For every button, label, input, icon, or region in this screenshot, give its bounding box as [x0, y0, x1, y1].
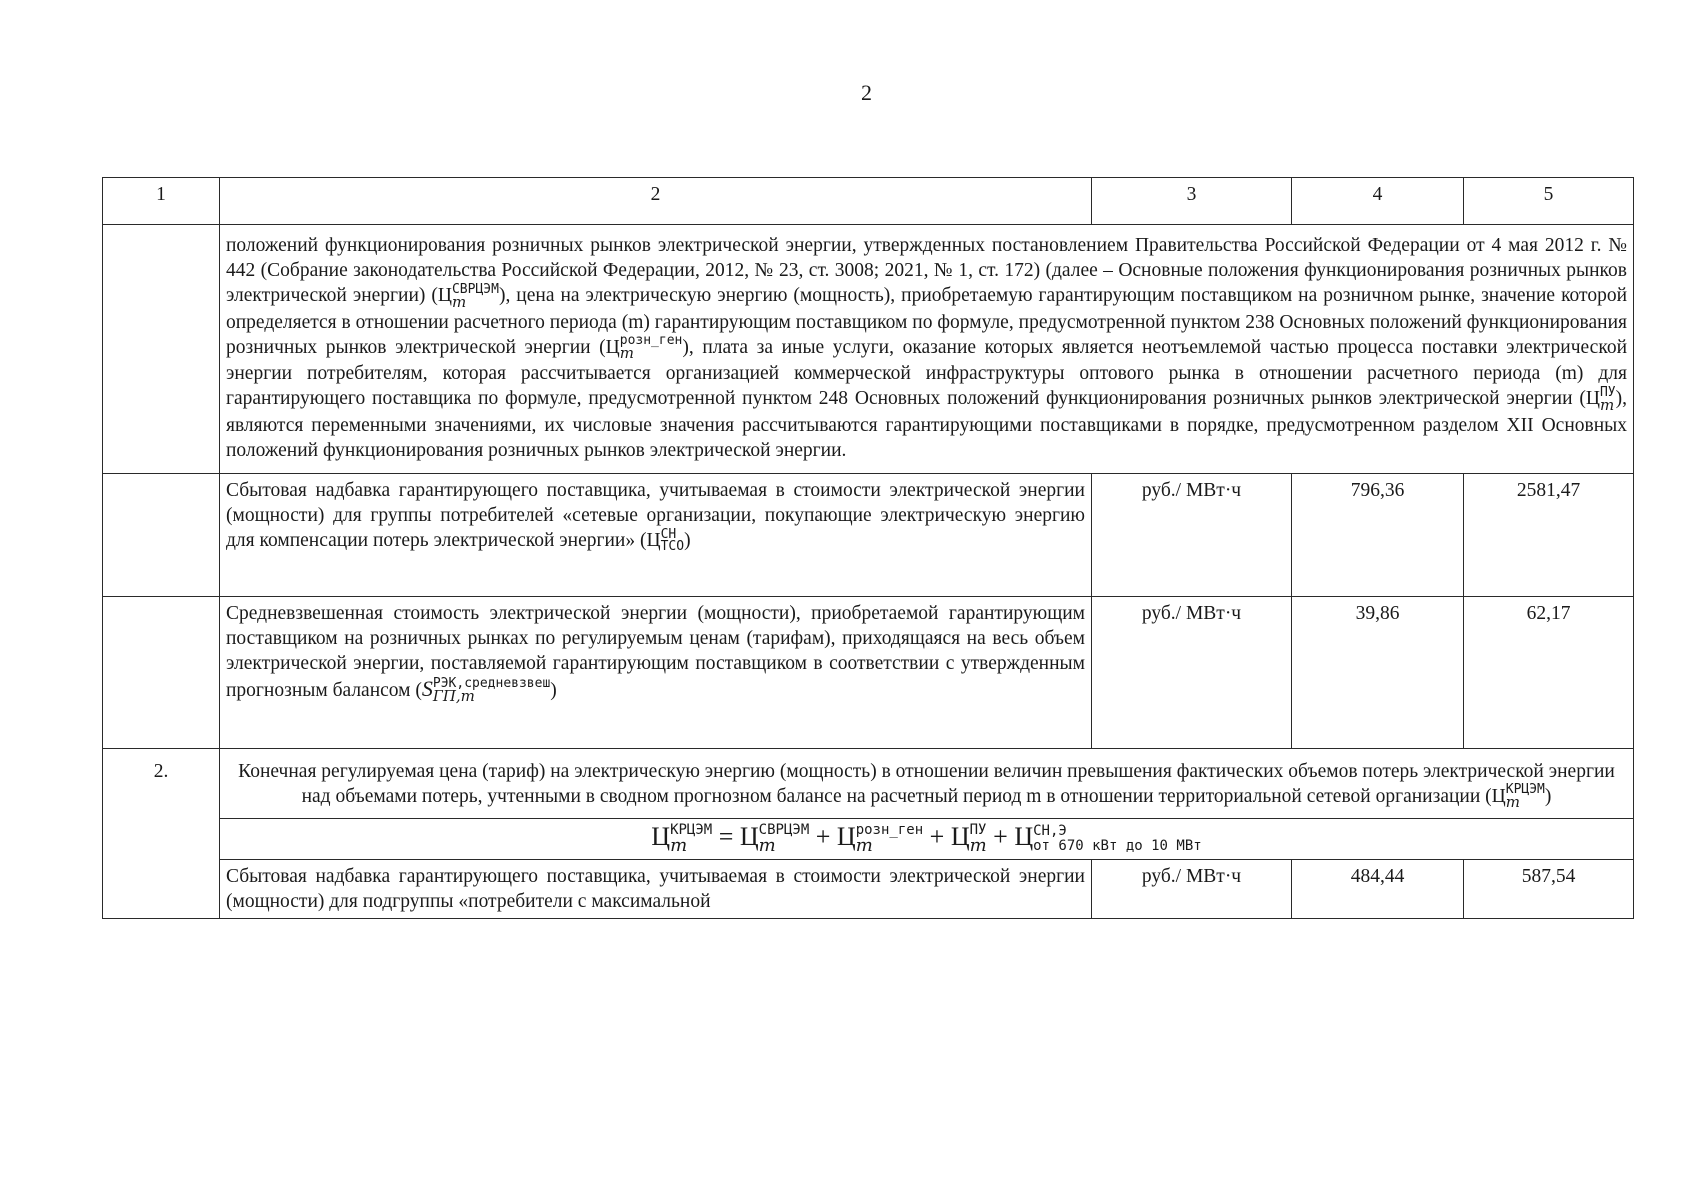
symbol-sn-tso: ЦСН ТСО: [646, 527, 685, 555]
table-row: [103, 860, 1634, 919]
symbol-krcem: ЦКРЦЭМ m: [1491, 782, 1545, 812]
row-value-col5: 587,54: [1464, 860, 1634, 919]
row-description: Сбытовая надбавка гарантирующего поставщика, учитываемая в стоимости электрической энергии (мощности) для подгруппы «потребители с максимальной: [220, 860, 1092, 919]
row-value-col4: 39,86: [1292, 596, 1464, 748]
row-value-col4: 796,36: [1292, 473, 1464, 596]
page-number: 2: [861, 80, 872, 105]
header-row: [103, 178, 1634, 225]
formula-row: [103, 819, 1634, 860]
row-value-col5: 62,17: [1464, 596, 1634, 748]
header-cell-5: 5: [1464, 178, 1634, 225]
continuation-row: [103, 225, 1634, 474]
symbol-pu: ЦПУ m: [1585, 384, 1616, 414]
section-2-title-row: [103, 748, 1634, 819]
row-value-col5: 2581,47: [1464, 473, 1634, 596]
section-2-title: Конечная регулируемая цена (тариф) на электрическую энергию (мощность) в отношении величин превышения фактических объемов потерь электрической энергии над объемами потерь, учтенными в сводном прогнозном балансе на расчетный период m в отношении территориальной сетевой организации (ЦКРЦЭМ m ): [220, 748, 1634, 819]
symbol-s-rek: SРЭК,средневзвеш ГП,m: [421, 675, 551, 706]
table-row: [103, 473, 1634, 596]
row-unit: руб./ МВт·ч: [1092, 596, 1292, 748]
formula: ЦКРЦЭМ m = ЦСВРЦЭМ m + Црозн_ген m + ЦПУ m + ЦСН,Э от 670 кВт до 10 МВт: [651, 822, 1202, 857]
row-unit: руб./ МВт·ч: [1092, 860, 1292, 919]
header-cell-3: 3: [1092, 178, 1292, 225]
row-unit: руб./ МВт·ч: [1092, 473, 1292, 596]
symbol-svrcem: ЦСВРЦЭМ m: [437, 281, 499, 311]
header-cell-2: 2: [220, 178, 1092, 225]
section-number: 2.: [103, 748, 220, 919]
header-cell-1: 1: [103, 178, 220, 225]
formula-cell: [220, 819, 1634, 860]
symbol-rozn-gen: Црозн_ген m: [605, 333, 683, 363]
table-row: [103, 596, 1634, 748]
tariff-table: [102, 177, 1634, 919]
row-value-col4: 484,44: [1292, 860, 1464, 919]
header-cell-4: 4: [1292, 178, 1464, 225]
row-description: Средневзвешенная стоимость электрической энергии (мощности), приобретаемой гарантирующим поставщиком на розничных рынках по регулируемым ценам (тарифам), приходящаяся на весь объем электрической энергии, поставляемой гарантирующим поставщиком в соответствии с утвержденным прогнозным балансом (SРЭК,средневзвеш ГП,m ): [220, 596, 1092, 748]
row-number-cell: [103, 225, 220, 474]
continuation-text: положений функционирования розничных рынков электрической энергии, утвержденных постановлением Правительства Российской Федерации от 4 мая 2012 г. № 442 (Собрание законодательства Российской Федерации, 2012, № 23, ст. 3008; 2021, № 1, ст. 172) (далее – Основные положения функционирования розничных рынков электрической энергии) (ЦСВРЦЭМ m ), цена на электрическую энергию (мощность), приобретаемую гарантирующим поставщиком на розничном рынке, значение которой определяется в отношении расчетного периода (m) гарантирующим поставщиком по формуле, предусмотренной пунктом 238 Основных положений функционирования розничных рынков электрической энергии (Црозн_ген m ), плата за иные услуги, оказание которых является неотъемлемой частью процесса поставки электрической энергии потребителям, которая рассчитывается организацией коммерческой инфраструктуры оптового рынка в отношении расчетного периода (m) для гарантирующего поставщика по формуле, предусмотренной пунктом 248 Основных положений функционирования розничных рынков электрической энергии (ЦПУ m), являются переменными значениями, их числовые значения рассчитываются гарантирующими поставщиками в порядке, предусмотренном разделом XII Основных положений функционирования розничных рынков электрической энергии.: [220, 225, 1634, 474]
row-description: Сбытовая надбавка гарантирующего поставщика, учитываемая в стоимости электрической энергии (мощности) для группы потребителей «сетевые организации, покупающие электрическую энергию для компенсации потерь электрической энергии» (ЦСН ТСО): [220, 473, 1092, 596]
